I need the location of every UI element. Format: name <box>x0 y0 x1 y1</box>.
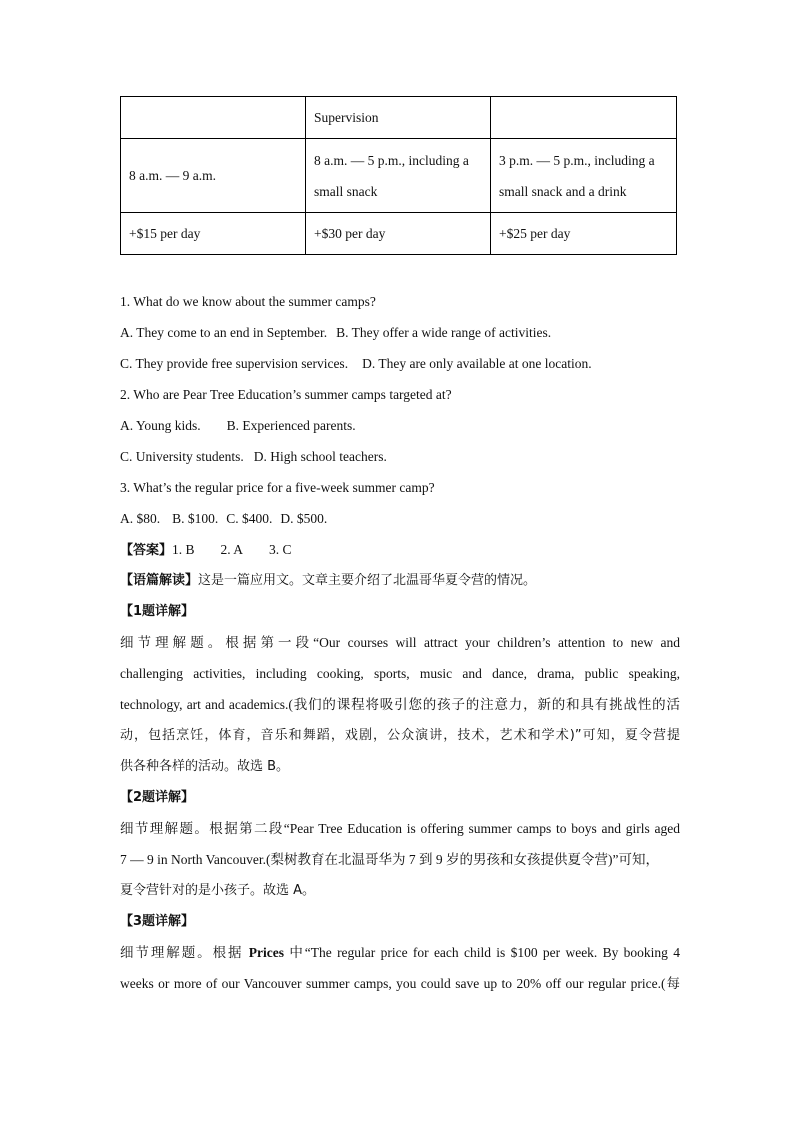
option: B. $100. <box>172 511 219 526</box>
option: B. Experienced parents. <box>226 418 356 433</box>
reading-line <box>120 565 680 596</box>
supervision-table <box>120 96 677 255</box>
table-cell: 3 p.m. — 5 p.m., including a small snack and a drink <box>491 139 677 213</box>
table-cell: +$25 per day <box>491 213 677 255</box>
paragraph-line: 细节理解题。根据第二段“Pear Tree Education is offering summer camps to boys and girls aged <box>120 821 680 836</box>
paragraph-line: weeks or more of our Vancouver summer camps, you could save up to 20% off our regular price.(每 <box>120 976 680 991</box>
option-line <box>120 317 680 348</box>
option: A. They come to an end in September. <box>120 325 328 340</box>
paragraph-line: 7 — 9 in North Vancouver.(梨树教育在北温哥华为 7 到 9 岁的男孩和女孩提供夏令营)”可知， <box>120 852 659 867</box>
option: D. $500. <box>280 511 328 526</box>
option-line <box>120 441 680 472</box>
option: A. $80. <box>120 511 161 526</box>
paragraph-line: 夏令营针对的是小孩子。故选 A。 <box>120 883 316 898</box>
option: C. They provide free supervision services. <box>120 356 349 371</box>
answer-item: 3. C <box>269 542 292 557</box>
section-heading: 【3题详解】 <box>120 914 195 929</box>
table-row <box>121 97 677 139</box>
reading-text: 这是一篇应用文。文章主要介绍了北温哥华夏令营的情况。 <box>198 573 537 588</box>
option: C. University students. <box>120 449 244 464</box>
paragraph-line: 动，包括烹饪，体育，音乐和舞蹈，戏剧，公众演讲，技术，艺术和学术)”可知，夏令营提 <box>120 728 680 743</box>
option: B. They offer a wide range of activities. <box>336 325 552 340</box>
paragraph-line: challenging activities, including cooking, sports, music and dance, drama, public speaking, <box>120 666 680 681</box>
section-heading: 【2题详解】 <box>120 790 195 805</box>
option-line <box>120 348 680 379</box>
option: C. $400. <box>226 511 273 526</box>
paragraph-line <box>120 937 680 968</box>
table-cell: 8 a.m. — 5 p.m., including a small snack <box>306 139 491 213</box>
option-line <box>120 410 680 441</box>
paragraph-line: 细节理解题。根据第一段“Our courses will attract your children’s attention to new and <box>120 635 680 650</box>
table-cell <box>121 97 306 139</box>
prices-term: Prices <box>248 945 285 960</box>
answer-item: 1. B <box>172 542 195 557</box>
paragraph-line: technology, art and academics.(我们的课程将吸引您的孩子的注意力，新的和具有挑战性的活 <box>120 697 680 712</box>
option: D. They are only available at one location. <box>362 356 592 371</box>
answer-label: 【答案】 <box>120 543 173 558</box>
section-heading: 【1题详解】 <box>120 604 195 619</box>
reading-label: 【语篇解读】 <box>120 573 199 588</box>
paragraph-line: 供各种各样的活动。故选 B。 <box>120 759 290 774</box>
table-row <box>121 139 677 213</box>
question-stem: 1. What do we know about the summer camps? <box>120 294 376 309</box>
table-row <box>121 213 677 255</box>
answer-item: 2. A <box>220 542 244 557</box>
question-stem: 3. What’s the regular price for a five-week summer camp? <box>120 480 435 495</box>
document-body <box>120 286 680 999</box>
answer-line <box>120 534 680 565</box>
option: D. High school teachers. <box>253 449 387 464</box>
option-line <box>120 503 680 534</box>
table-cell <box>491 97 677 139</box>
text-span: 中“The regular price for each child is $100 per week. By booking 4 <box>284 945 680 960</box>
table-cell: Supervision <box>306 97 491 139</box>
table-cell: +$30 per day <box>306 213 491 255</box>
table-cell: 8 a.m. — 9 a.m. <box>121 139 306 213</box>
text-span: 细节理解题。根据 <box>120 945 249 960</box>
question-stem: 2. Who are Pear Tree Education’s summer camps targeted at? <box>120 387 452 402</box>
table-cell: +$15 per day <box>121 213 306 255</box>
option: A. Young kids. <box>120 418 201 433</box>
